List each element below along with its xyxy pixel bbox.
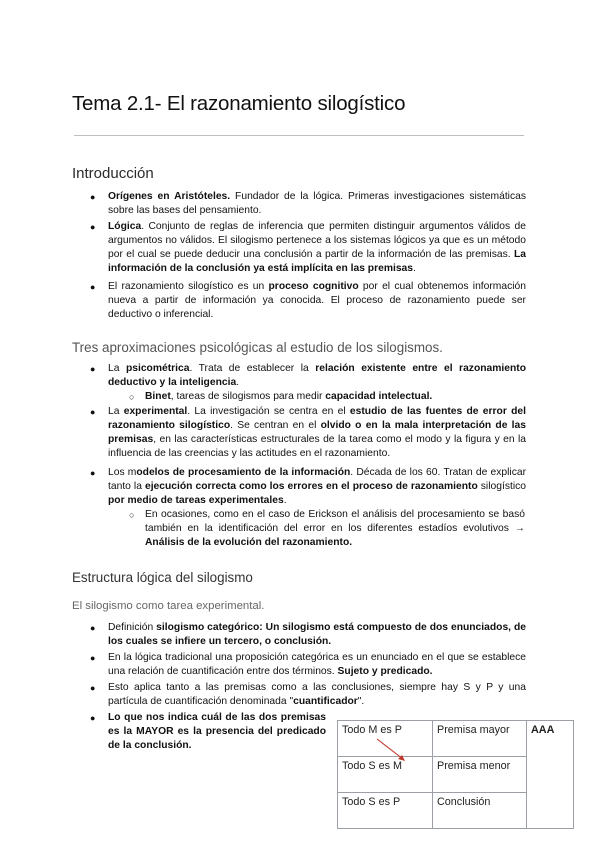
bullet-icon: ●	[90, 222, 96, 232]
estr-bullet-definicion: ● Definición silogismo categórico: Un silogismo está compuesto de dos enunciados, de los cuales se infiere un tercero, o conclusión.	[90, 622, 527, 647]
table-cell: Conclusión	[433, 793, 527, 829]
table-cell-figure: AAA	[527, 721, 574, 829]
circle-bullet-icon: ○	[129, 392, 135, 402]
bullet-icon: ●	[90, 282, 96, 292]
estr-bullet-logica-tradicional: ● En la lógica tradicional una proposición categórica es un enunciado en el que se establece una relación de cuantificación entre dos términos. Sujeto y predicado.	[90, 652, 526, 677]
tres-subbullet-binet: ○ Binet, tareas de silogismos para medir capacidad intelectual.	[129, 391, 433, 402]
table-cell: Todo M es P	[338, 721, 433, 757]
tres-bullet-psicometrica: ● La psicométrica. Trata de establecer la relación existente entre el razonamiento deductivo y la inteligencia.	[90, 363, 526, 388]
syllogism-table	[337, 720, 574, 829]
heading-tres-aproximaciones: Tres aproximaciones psicológicas al estudio de los silogismos.	[72, 340, 443, 355]
bullet-icon: ●	[90, 407, 96, 417]
annotation-arrow-icon	[375, 737, 409, 763]
intro-bullet-logica: ● Lógica. Conjunto de reglas de inferencia que permiten distinguir argumentos válidos de argumentos no válidos. El silogismo pertenece a los sistemas lógicos ya que es un método por el cual se puede deducir una conclusión a partir de la información de las premisas. La información de la conclusión ya está implícita en las premisas.	[90, 221, 526, 274]
tres-bullet-modelos: ● Los modelos de procesamiento de la información. Década de los 60. Tratan de explicar tanto la ejecución correcta como los errores en el proceso de razonamiento silogístico por medio de tareas experimentales.	[90, 467, 527, 506]
bullet-icon: ●	[90, 192, 96, 202]
table-cell: Premisa mayor	[433, 721, 527, 757]
table-cell: Todo S es P	[338, 793, 433, 829]
bullet-icon: ●	[90, 364, 96, 374]
tres-subbullet-erickson: ○ En ocasiones, como en el caso de Erickson el análisis del procesamiento se basó también en la identificación del error en los diferentes estadíos evolutivos → Análisis de la evolución del razonamiento.	[129, 509, 525, 548]
estr-bullet-premisa-mayor: ● Lo que nos indica cuál de las dos premisas es la MAYOR es la presencia del predicado de la conclusión.	[90, 712, 326, 751]
intro-bullet-proceso: ● El razonamiento silogístico es un proceso cognitivo por el cual obtenemos información nueva a partir de información ya conocida. El proceso de razonamiento puede ser deductivo o inferencial.	[90, 281, 527, 320]
bullet-icon: ●	[90, 653, 96, 663]
bullet-icon: ●	[90, 623, 96, 633]
table-row	[338, 721, 574, 757]
estr-bullet-cuantificador: ● Esto aplica tanto a las premisas como a las conclusiones, siempre hay S y P y una partícula de cuantificación denominada "cuantificador".	[90, 682, 526, 707]
page-title: Tema 2.1- El razonamiento silogístico	[72, 92, 406, 115]
intro-bullet-origenes: ● Orígenes en Aristóteles. Fundador de la lógica. Primeras investigaciones sistemáticas sobre las bases del pensamiento.	[90, 191, 526, 216]
circle-bullet-icon: ○	[129, 510, 135, 520]
bullet-icon: ●	[90, 468, 96, 478]
tres-bullet-experimental: ● La experimental. La investigación se centra en el estudio de las fuentes de error del razonamiento silogístico. Se centran en el olvido o en la mala interpretación de las premisas, en las características estructurales de la tarea como el modo y la figura y en la influencia de las creencias y las actitudes en el razonamiento.	[90, 406, 526, 459]
subheading-tarea-experimental: El silogismo como tarea experimental.	[72, 600, 265, 612]
title-divider	[74, 135, 524, 136]
table-cell: Premisa menor	[433, 757, 527, 793]
bullet-icon: ●	[90, 713, 96, 723]
bullet-icon: ●	[90, 683, 96, 693]
heading-estructura: Estructura lógica del silogismo	[72, 570, 253, 585]
heading-introduccion: Introducción	[72, 165, 154, 182]
table-cell: Todo S es M	[338, 757, 433, 793]
